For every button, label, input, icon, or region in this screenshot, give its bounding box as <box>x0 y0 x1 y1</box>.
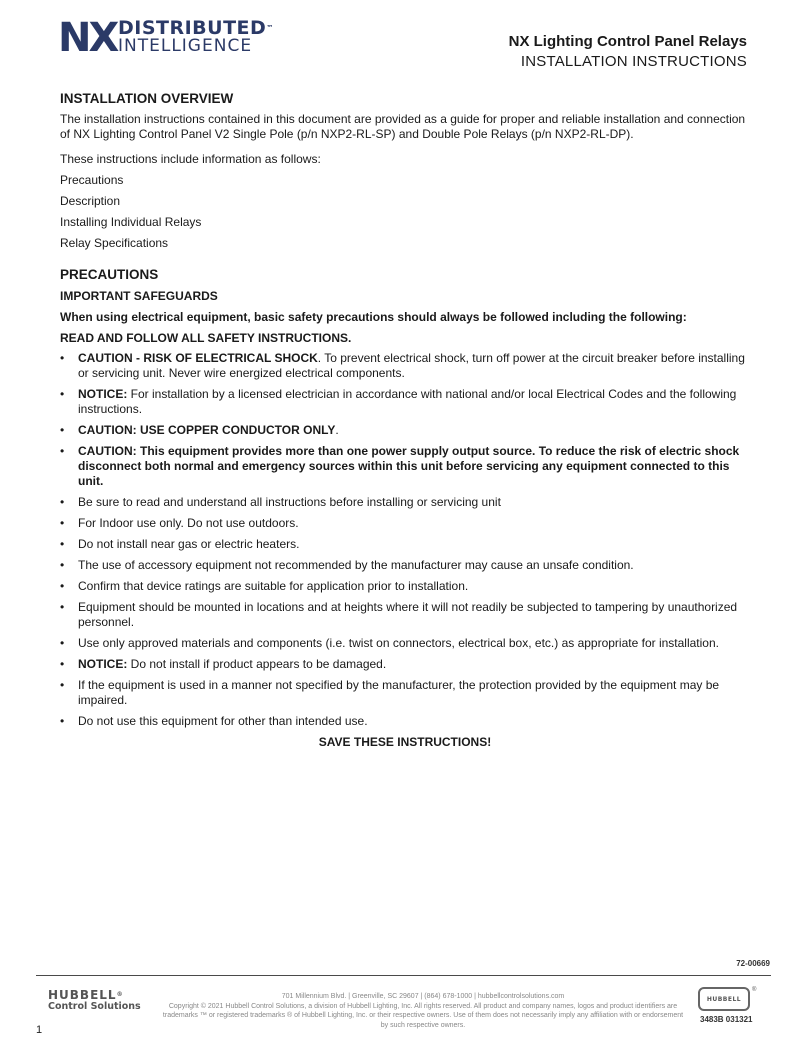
document-body <box>60 90 750 750</box>
overview-item: Relay Specifications <box>60 236 169 250</box>
precaution-item: • Confirm that device ratings are suitable for application prior to installation. <box>60 579 469 593</box>
document-title: NX Lighting Control Panel Relays <box>508 33 747 50</box>
badge-registered-mark: ® <box>752 987 757 993</box>
important-safeguards: IMPORTANT SAFEGUARDS <box>60 289 218 303</box>
overview-lead: These instructions include information as follows: <box>60 152 321 166</box>
precaution-item: • Do not use this equipment for other than intended use. <box>60 714 368 728</box>
hubbell-control-solutions-logo <box>48 989 160 1012</box>
read-follow-statement: READ AND FOLLOW ALL SAFETY INSTRUCTIONS. <box>60 331 352 345</box>
overview-item: Installing Individual Relays <box>60 215 202 229</box>
bullet: • <box>60 657 65 671</box>
bullet: • <box>60 351 65 365</box>
hubbell-registered-mark: ® <box>116 991 124 998</box>
page-number: 1 <box>36 1024 43 1036</box>
part-number: 3483B 031321 <box>700 1015 753 1024</box>
bullet: • <box>60 423 65 437</box>
precaution-item: • CAUTION - RISK OF ELECTRICAL SHOCK. To prevent electrical shock, turn off power at the circuit breaker before installing or servicing unit. Never wire energized electrical components. <box>60 351 745 380</box>
precaution-item: • NOTICE: Do not install if product appears to be damaged. <box>60 657 387 671</box>
logo-trademark: ™ <box>266 24 274 32</box>
nx-logo-mark: NX <box>58 15 117 61</box>
precaution-item: • Equipment should be mounted in locations and at heights where it will not readily be subjected to tampering by unauthorized personnel. <box>60 600 738 629</box>
save-instructions: SAVE THESE INSTRUCTIONS! <box>318 735 492 749</box>
document-code: 72-00669 <box>736 959 770 968</box>
precautions-heading: PRECAUTIONS <box>60 267 159 282</box>
overview-heading: INSTALLATION OVERVIEW <box>60 91 234 106</box>
footer-legal-text <box>160 992 686 1030</box>
bullet: • <box>60 558 65 572</box>
general-safety-statement: When using electrical equipment, basic safety precautions should always be followed including the following: <box>60 310 687 324</box>
precautions-list <box>60 351 750 729</box>
precaution-item: • For Indoor use only. Do not use outdoors. <box>60 516 299 530</box>
precaution-item: • Be sure to read and understand all instructions before installing or servicing unit <box>60 495 501 509</box>
hubbell-badge-logo: HUBBELL <box>698 987 750 1011</box>
bullet: • <box>60 444 65 458</box>
precaution-item: • If the equipment is used in a manner not specified by the manufacturer, the protection provided by the equipment may be impaired. <box>60 678 720 707</box>
logo-line-distributed: DISTRIBUTED <box>118 17 267 39</box>
bullet: • <box>60 537 65 551</box>
precaution-item: • Do not install near gas or electric heaters. <box>60 537 300 551</box>
overview-item: Description <box>60 194 121 208</box>
precaution-item: • Use only approved materials and components (i.e. twist on connectors, electrical box, etc.) as appropriate for installation. <box>60 636 719 650</box>
precaution-item: • CAUTION: USE COPPER CONDUCTOR ONLY. <box>60 423 339 437</box>
precaution-item: • The use of accessory equipment not recommended by the manufacturer may cause an unsafe condition. <box>60 558 634 572</box>
precaution-item: • CAUTION: This equipment provides more than one power supply output source. To reduce the risk of electric shock disconnect both normal and emergency sources within this unit before servicing any equipment connected to this unit. <box>60 444 740 488</box>
overview-item: Precautions <box>60 173 124 187</box>
nx-distributed-intelligence-logo <box>58 15 274 61</box>
overview-intro: The installation instructions contained in this document are provided as a guide for proper and reliable installation and connection of NX Lighting Control Panel V2 Single Pole (p/n NXP2-RL-SP) and Double Pole Relays (p/n NXP2-RL-DP). <box>60 112 746 141</box>
control-solutions-wordmark: Control Solutions <box>48 1001 141 1012</box>
document-subtitle: INSTALLATION INSTRUCTIONS <box>520 53 747 70</box>
logo-line-intelligence: INTELLIGENCE <box>118 36 253 56</box>
footer-address: 701 Millennium Blvd. | Greenville, SC 29607 | (864) 678-1000 | hubbellcontrolsolutions.com <box>281 993 565 1000</box>
bullet: • <box>60 516 65 530</box>
precaution-item: • NOTICE: For installation by a licensed electrician in accordance with national and/or local Electrical Codes and the following instructions. <box>60 387 737 416</box>
bullet: • <box>60 600 65 614</box>
footer-divider <box>36 975 771 976</box>
document-title-block <box>509 32 747 72</box>
bullet: • <box>60 579 65 593</box>
footer-copyright: Copyright © 2021 Hubbell Control Solutions, a division of Hubbell Lighting, Inc. All rights reserved. All product and company names, logos and product identifiers are trademarks ™ or registered trademarks ® of Hubbell Lighting, Inc. or their respective owners. Use of them does not necessarily imply any affiliation with or endorsement by such respective owners. <box>162 1002 684 1029</box>
bullet: • <box>60 714 65 728</box>
bullet: • <box>60 678 65 692</box>
bullet: • <box>60 387 65 401</box>
hubbell-wordmark: HUBBELL <box>48 988 117 1002</box>
bullet: • <box>60 636 65 650</box>
bullet: • <box>60 495 65 509</box>
